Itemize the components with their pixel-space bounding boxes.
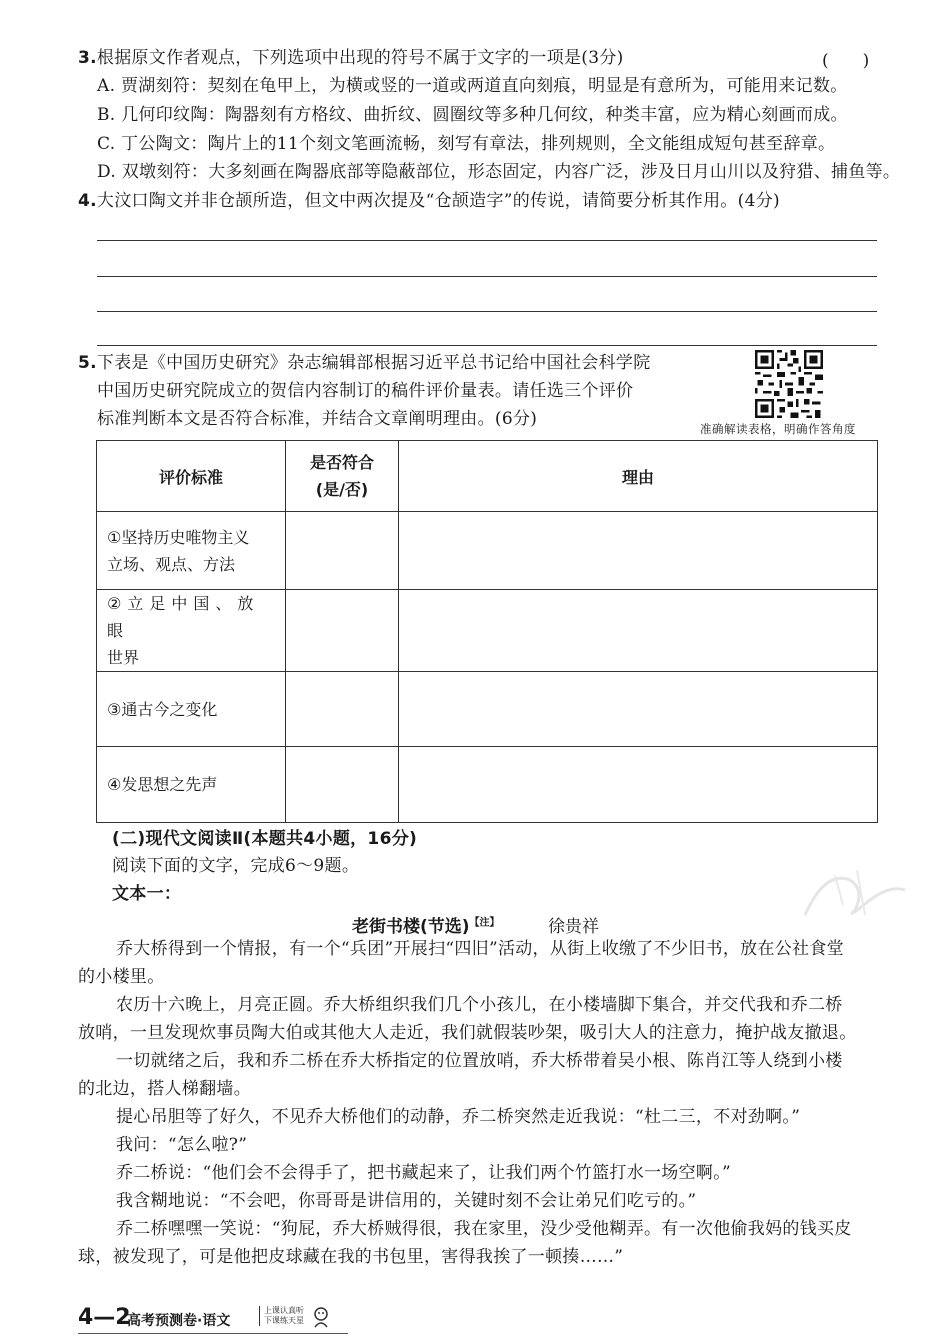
passage-line-2: 的小楼里。	[78, 967, 165, 987]
q5-stem-line-2: 中国历史研究院成立的贺信内容制订的稿件评价量表。请任选三个评价	[97, 381, 634, 401]
header-conform	[286, 441, 399, 512]
note-mark: 【注】	[469, 917, 500, 929]
q4-stem-text: 大汶口陶文并非仓颉所造，但文中两次提及“仓颉造字”的传说，请简要分析其作用。(4分)	[96, 191, 780, 211]
passage-line-11: 乔二桥嘿嘿一笑说：“狗屁，乔大桥贼得很，我在家里，没少受他糊弄。有一次他偷我妈的钱买皮	[116, 1219, 852, 1239]
conform-cell-3[interactable]	[286, 672, 399, 747]
q4-number: 4.	[78, 191, 97, 211]
evaluation-table	[96, 440, 878, 823]
reason-cell-2[interactable]	[399, 590, 878, 672]
passage-line-8: 我问：“怎么啦?”	[116, 1135, 248, 1155]
table-row	[97, 512, 878, 590]
q3-option-b: B. 几何印纹陶：陶器刻有方格纹、曲折纹、圆圈纹等多种几何纹，种类丰富，应为精心刻画而成。	[97, 105, 848, 125]
footer-title: 高考预测卷·语文	[127, 1313, 231, 1329]
table-header-row	[97, 441, 878, 512]
q5-text-1: 下表是《中国历史研究》杂志编辑部根据习近平总书记给中国社会科学院	[96, 353, 651, 373]
header-conform-line1: 是否符合	[309, 453, 374, 472]
footer-slogan	[259, 1306, 304, 1326]
passage-line-10: 我含糊地说：“不会吧，你哥哥是讲信用的，关键时刻不会让弟兄们吃亏的。”	[116, 1191, 697, 1211]
passage-title	[352, 912, 500, 937]
q4-stem	[78, 188, 780, 214]
footer-slogan-2: 下课练天星	[264, 1316, 304, 1325]
passage-line-4: 放哨，一旦发现炊事员陶大伯或其他大人走近，我们就假装吵架，吸引大人的注意力，掩护战友撤退。	[78, 1023, 857, 1043]
reason-cell-4[interactable]	[399, 747, 878, 823]
text-label: 文本一：	[112, 884, 182, 904]
criteria-1-line2: 立场、观点、方法	[107, 554, 236, 574]
mascot-logo-icon	[309, 1305, 333, 1329]
q3-answer-paren[interactable]: ( )	[822, 51, 870, 71]
reason-cell-1[interactable]	[399, 512, 878, 590]
q3-option-a: A. 贾湖刻符：契刻在龟甲上，为横或竖的一道或两道直向刻痕，明显是有意所为，可能用来记数。	[97, 76, 848, 96]
passage-line-1: 乔大桥得到一个情报，有一个“兵团”开展扫“四旧”活动，从街上收缴了不少旧书，放在公社食堂	[116, 939, 844, 959]
conform-cell-2[interactable]	[286, 590, 399, 672]
reason-cell-3[interactable]	[399, 672, 878, 747]
criteria-2-line1: ②立足中国、放眼	[107, 594, 260, 640]
passage-line-9: 乔二桥说：“他们会不会得手了，把书藏起来了，让我们两个竹篮打水一场空啊。”	[116, 1163, 731, 1183]
footer-slogan-1: 上课认真听	[264, 1306, 304, 1315]
answer-line-2[interactable]	[97, 276, 877, 277]
table-row	[97, 672, 878, 747]
section-instruction: 阅读下面的文字，完成6～9题。	[112, 856, 360, 876]
criteria-2	[97, 590, 286, 672]
watermark-logo-icon	[795, 860, 915, 930]
q3-number: 3.	[78, 48, 97, 68]
passage-author: 徐贵祥	[548, 917, 599, 937]
q5-stem-line-1	[78, 350, 651, 376]
passage-line-12: 球，被发现了，可是他把皮球藏在我的书包里，害得我挨了一顿揍……”	[78, 1247, 624, 1267]
q5-stem-line-3: 标准判断本文是否符合标准，并结合文章阐明理由。(6分)	[97, 409, 538, 429]
criteria-4: ④发思想之先声	[97, 747, 286, 823]
table-row	[97, 747, 878, 823]
conform-cell-4[interactable]	[286, 747, 399, 823]
q3-stem	[78, 45, 624, 71]
passage-line-6: 的北边，搭人梯翻墙。	[78, 1079, 251, 1099]
conform-cell-1[interactable]	[286, 512, 399, 590]
passage-title-text: 老街书楼(节选)	[352, 917, 470, 937]
q3-stem-text: 根据原文作者观点，下列选项中出现的符号不属于文字的一项是(3分)	[96, 48, 624, 68]
page-number: 4—2	[78, 1305, 131, 1330]
table-row	[97, 590, 878, 672]
header-criteria: 评价标准	[97, 441, 286, 512]
criteria-1-line1: ①坚持历史唯物主义	[107, 527, 250, 547]
qr-code-icon[interactable]	[755, 350, 823, 418]
passage-line-7: 提心吊胆等了好久，不见乔大桥他们的动静，乔二桥突然走近我说：“杜二三，不对劲啊。”	[116, 1107, 801, 1127]
q3-option-d: D. 双墩刻符：大多刻画在陶器底部等隐蔽部位，形态固定，内容广泛，涉及日月山川以及狩猎、捕鱼等。	[97, 162, 901, 182]
q3-option-c: C. 丁公陶文：陶片上的11个刻文笔画流畅，刻写有章法，排列规则，全文能组成短句甚至辞章。	[97, 134, 836, 154]
section-heading: (二)现代文阅读Ⅱ(本题共4小题，16分)	[112, 829, 418, 849]
passage-line-3: 农历十六晚上，月亮正圆。乔大桥组织我们几个小孩儿，在小楼墙脚下集合，并交代我和乔二桥	[116, 995, 843, 1015]
answer-line-4[interactable]	[97, 345, 877, 346]
header-conform-line2: (是/否)	[315, 480, 369, 499]
criteria-1	[97, 512, 286, 590]
q5-number: 5.	[78, 353, 97, 373]
header-reason: 理由	[399, 441, 878, 512]
qr-note: 准确解读表格，明确作答角度	[700, 422, 856, 436]
footer-rule	[78, 1333, 348, 1334]
criteria-3: ③通古今之变化	[97, 672, 286, 747]
criteria-2-line2: 世界	[107, 648, 140, 667]
answer-line-1[interactable]	[97, 240, 877, 241]
answer-line-3[interactable]	[97, 311, 877, 312]
passage-line-5: 一切就绪之后，我和乔二桥在乔大桥指定的位置放哨，乔大桥带着吴小根、陈肖江等人绕到小楼	[116, 1051, 843, 1071]
